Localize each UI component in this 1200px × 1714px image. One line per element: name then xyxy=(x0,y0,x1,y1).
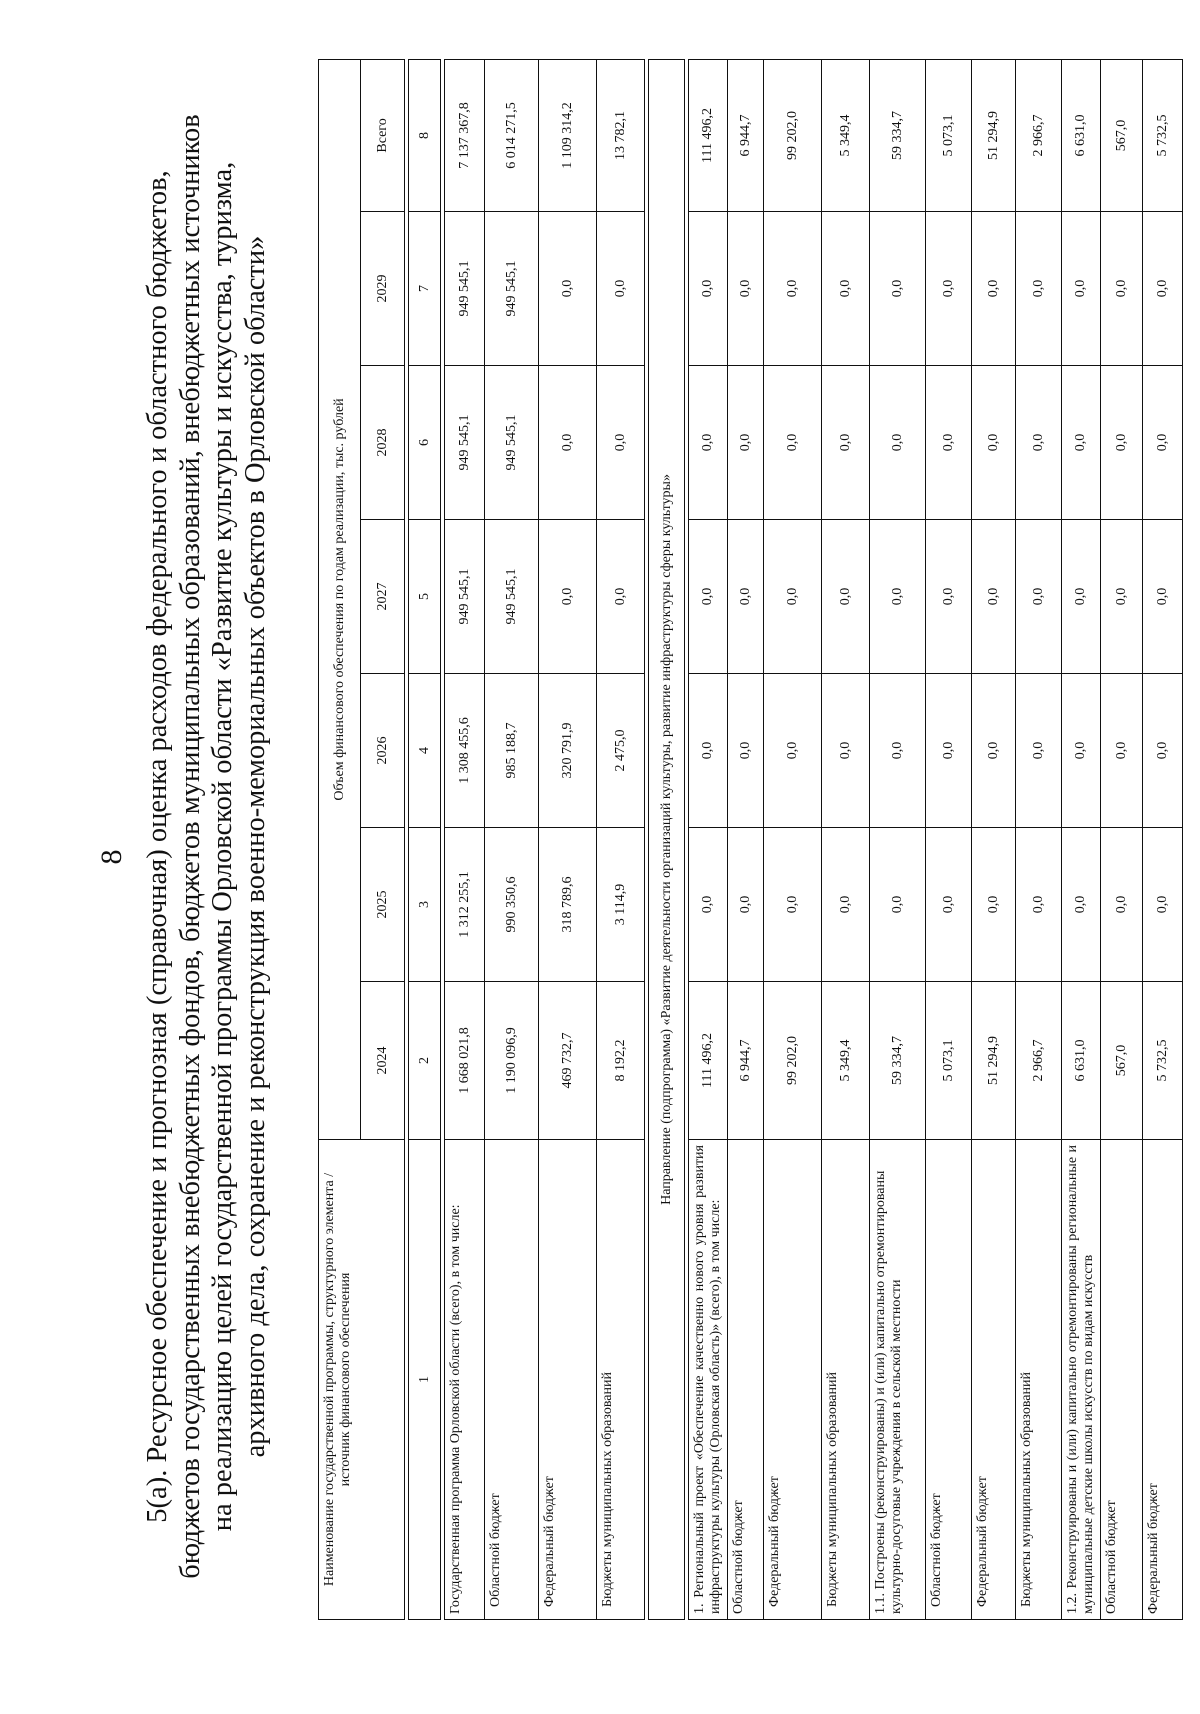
table-row xyxy=(822,59,870,1619)
table-row xyxy=(1101,59,1143,1619)
table-row xyxy=(764,59,822,1619)
row-value: 6 631,0 xyxy=(1062,59,1101,211)
row-value: 0,0 xyxy=(597,212,645,366)
row-value: 0,0 xyxy=(689,520,728,674)
row-value: 0,0 xyxy=(764,520,822,674)
row-value: 0,0 xyxy=(822,212,870,366)
row-value: 949 545,1 xyxy=(445,212,485,366)
row-name: Бюджеты муниципальных образований xyxy=(822,1140,870,1620)
document-title xyxy=(142,74,272,1619)
row-value: 5 073,1 xyxy=(926,982,972,1140)
row-value: 6 014 271,5 xyxy=(485,59,539,211)
row-value: 0,0 xyxy=(689,828,728,982)
row-name: Бюджеты муниципальных образований xyxy=(1016,1140,1062,1620)
row-value: 2 475,0 xyxy=(597,674,645,828)
row-name: Областной бюджет xyxy=(1101,1140,1143,1620)
row-name: Областной бюджет xyxy=(485,1140,539,1620)
row-value: 320 791,9 xyxy=(539,674,597,828)
row-value: 0,0 xyxy=(1143,212,1183,366)
row-value: 5 732,5 xyxy=(1143,59,1183,211)
row-value: 0,0 xyxy=(1016,212,1062,366)
header-year: 2026 xyxy=(361,674,405,828)
title-line: архивного дела, сохранение и реконструкция военно-мемориальных объектов в Орловской области» xyxy=(239,235,271,1458)
row-value: 0,0 xyxy=(1101,212,1143,366)
row-value: 2 966,7 xyxy=(1016,982,1062,1140)
row-value: 51 294,9 xyxy=(972,982,1016,1140)
row-value: 0,0 xyxy=(1101,674,1143,828)
row-value: 0,0 xyxy=(1062,212,1101,366)
row-value: 0,0 xyxy=(1062,674,1101,828)
row-name: Федеральный бюджет xyxy=(972,1140,1016,1620)
row-value: 0,0 xyxy=(728,828,764,982)
row-value: 0,0 xyxy=(972,828,1016,982)
header-column-numbers-row xyxy=(409,59,441,1619)
row-value: 1 190 096,9 xyxy=(485,982,539,1140)
row-value: 0,0 xyxy=(822,828,870,982)
row-value: 7 137 367,8 xyxy=(445,59,485,211)
header-name-column: Наименование государственной программы, структурного элемента / источник финансового обеспечения xyxy=(319,1140,405,1620)
row-value: 567,0 xyxy=(1101,59,1143,211)
table-row xyxy=(689,59,728,1619)
row-value: 0,0 xyxy=(1143,828,1183,982)
row-name: Государственная программа Орловской области (всего), в том числе: xyxy=(445,1140,485,1620)
section-title: Направление (подпрограмма) «Развитие деятельности организаций культуры, развитие инфраструктуры сферы культуры» xyxy=(649,59,685,1619)
header-year: 2025 xyxy=(361,828,405,982)
row-value: 0,0 xyxy=(689,212,728,366)
row-value: 0,0 xyxy=(597,366,645,520)
row-value: 6 944,7 xyxy=(728,59,764,211)
row-value: 0,0 xyxy=(926,366,972,520)
row-name: 1.1. Построены (реконструированы) и (или) капитально отремонтированы культурно-досуговые учреждения в сельской местности xyxy=(870,1140,926,1620)
row-value: 51 294,9 xyxy=(972,59,1016,211)
table-row xyxy=(445,59,485,1619)
row-name: Областной бюджет xyxy=(926,1140,972,1620)
header-year: 2024 xyxy=(361,982,405,1140)
row-value: 0,0 xyxy=(1062,828,1101,982)
row-value: 318 789,6 xyxy=(539,828,597,982)
row-value: 990 350,6 xyxy=(485,828,539,982)
table-row xyxy=(485,59,539,1619)
header-year: 2028 xyxy=(361,366,405,520)
row-name: 1. Региональный проект «Обеспечение качественно нового уровня развития инфраструктуры культуры (Орловская область)» (всего), в том числе: xyxy=(689,1140,728,1620)
table-row xyxy=(1016,59,1062,1619)
row-value: 0,0 xyxy=(822,366,870,520)
table-row xyxy=(539,59,597,1619)
row-value: 1 668 021,8 xyxy=(445,982,485,1140)
row-value: 6 944,7 xyxy=(728,982,764,1140)
table-row xyxy=(926,59,972,1619)
header-column-number: 1 xyxy=(409,1140,441,1620)
row-value: 8 192,2 xyxy=(597,982,645,1140)
row-value: 0,0 xyxy=(1101,366,1143,520)
row-value: 0,0 xyxy=(764,828,822,982)
table-row xyxy=(1062,59,1101,1619)
header-column-number: 8 xyxy=(409,59,441,211)
row-value: 0,0 xyxy=(764,212,822,366)
header-year: Всего xyxy=(361,59,405,211)
row-value: 111 496,2 xyxy=(689,59,728,211)
row-value: 949 545,1 xyxy=(485,366,539,520)
section-header-row xyxy=(649,59,685,1619)
row-value: 5 732,5 xyxy=(1143,982,1183,1140)
row-value: 0,0 xyxy=(728,520,764,674)
row-value: 0,0 xyxy=(689,674,728,828)
row-value: 949 545,1 xyxy=(445,520,485,674)
row-value: 0,0 xyxy=(870,520,926,674)
row-value: 567,0 xyxy=(1101,982,1143,1140)
row-value: 0,0 xyxy=(926,828,972,982)
row-value: 99 202,0 xyxy=(764,59,822,211)
row-value: 0,0 xyxy=(870,212,926,366)
row-value: 469 732,7 xyxy=(539,982,597,1140)
row-value: 5 349,4 xyxy=(822,982,870,1140)
row-value: 1 308 455,6 xyxy=(445,674,485,828)
table-row xyxy=(972,59,1016,1619)
row-value: 0,0 xyxy=(728,366,764,520)
row-name: Федеральный бюджет xyxy=(764,1140,822,1620)
row-value: 949 545,1 xyxy=(445,366,485,520)
header-column-number: 2 xyxy=(409,982,441,1140)
row-value: 13 782,1 xyxy=(597,59,645,211)
row-value: 985 188,7 xyxy=(485,674,539,828)
row-value: 0,0 xyxy=(764,674,822,828)
row-value: 0,0 xyxy=(1016,674,1062,828)
row-value: 0,0 xyxy=(539,212,597,366)
row-value: 6 631,0 xyxy=(1062,982,1101,1140)
header-volume: Объем финансового обеспечения по годам реализации, тыс. рублей xyxy=(319,59,361,1139)
row-value: 0,0 xyxy=(926,674,972,828)
row-value: 0,0 xyxy=(1016,366,1062,520)
financing-table xyxy=(318,59,1183,1620)
row-value: 3 114,9 xyxy=(597,828,645,982)
row-value: 2 966,7 xyxy=(1016,59,1062,211)
header-column-number: 3 xyxy=(409,828,441,982)
row-value: 0,0 xyxy=(870,366,926,520)
row-value: 0,0 xyxy=(870,674,926,828)
row-value: 0,0 xyxy=(926,212,972,366)
row-value: 0,0 xyxy=(1143,674,1183,828)
row-value: 0,0 xyxy=(1143,366,1183,520)
header-year: 2029 xyxy=(361,212,405,366)
header-column-number: 4 xyxy=(409,674,441,828)
title-line: 5(а). Ресурсное обеспечение и прогнозная (справочная) оценка расходов федерального и областного бюджетов, xyxy=(142,170,173,1523)
row-value: 0,0 xyxy=(972,674,1016,828)
table-row xyxy=(1143,59,1183,1619)
title-line: на реализацию целей государственной программы Орловской области «Развитие культуры и искусства, туризма, xyxy=(207,161,238,1532)
page-number: 8 xyxy=(95,849,128,865)
row-value: 0,0 xyxy=(822,674,870,828)
row-value: 0,0 xyxy=(1016,828,1062,982)
row-value: 0,0 xyxy=(689,366,728,520)
row-value: 111 496,2 xyxy=(689,982,728,1140)
row-value: 0,0 xyxy=(870,828,926,982)
row-value: 0,0 xyxy=(822,520,870,674)
row-value: 0,0 xyxy=(728,674,764,828)
row-value: 0,0 xyxy=(1062,520,1101,674)
row-name: Федеральный бюджет xyxy=(539,1140,597,1620)
row-value: 0,0 xyxy=(764,366,822,520)
table-body xyxy=(445,59,1183,1619)
row-value: 0,0 xyxy=(1101,520,1143,674)
row-value: 5 349,4 xyxy=(822,59,870,211)
row-name: Федеральный бюджет xyxy=(1143,1140,1183,1620)
row-name: Областной бюджет xyxy=(728,1140,764,1620)
row-value: 5 073,1 xyxy=(926,59,972,211)
table-row xyxy=(728,59,764,1619)
row-value: 0,0 xyxy=(597,520,645,674)
row-value: 1 109 314,2 xyxy=(539,59,597,211)
row-value: 0,0 xyxy=(539,520,597,674)
row-value: 59 334,7 xyxy=(870,59,926,211)
header-year: 2027 xyxy=(361,520,405,674)
row-value: 0,0 xyxy=(539,366,597,520)
row-value: 949 545,1 xyxy=(485,212,539,366)
table-row xyxy=(597,59,645,1619)
header-column-number: 5 xyxy=(409,520,441,674)
row-value: 1 312 255,1 xyxy=(445,828,485,982)
row-name: Бюджеты муниципальных образований xyxy=(597,1140,645,1620)
row-value: 0,0 xyxy=(972,366,1016,520)
header-column-number: 7 xyxy=(409,212,441,366)
row-value: 59 334,7 xyxy=(870,982,926,1140)
row-value: 0,0 xyxy=(1016,520,1062,674)
row-value: 0,0 xyxy=(1143,520,1183,674)
header-column-number: 6 xyxy=(409,366,441,520)
row-name: 1.2. Реконструированы и (или) капитально отремонтированы региональные и муниципальные детские школы искусств по видам искусств xyxy=(1062,1140,1101,1620)
row-value: 0,0 xyxy=(926,520,972,674)
row-value: 0,0 xyxy=(1101,828,1143,982)
row-value: 949 545,1 xyxy=(485,520,539,674)
table-row xyxy=(870,59,926,1619)
row-value: 0,0 xyxy=(1062,366,1101,520)
row-value: 0,0 xyxy=(728,212,764,366)
row-value: 0,0 xyxy=(972,520,1016,674)
row-value: 99 202,0 xyxy=(764,982,822,1140)
row-value: 0,0 xyxy=(972,212,1016,366)
title-line: бюджетов государственных внебюджетных фондов, бюджетов муниципальных образований, внебюджетных источников xyxy=(174,114,206,1579)
